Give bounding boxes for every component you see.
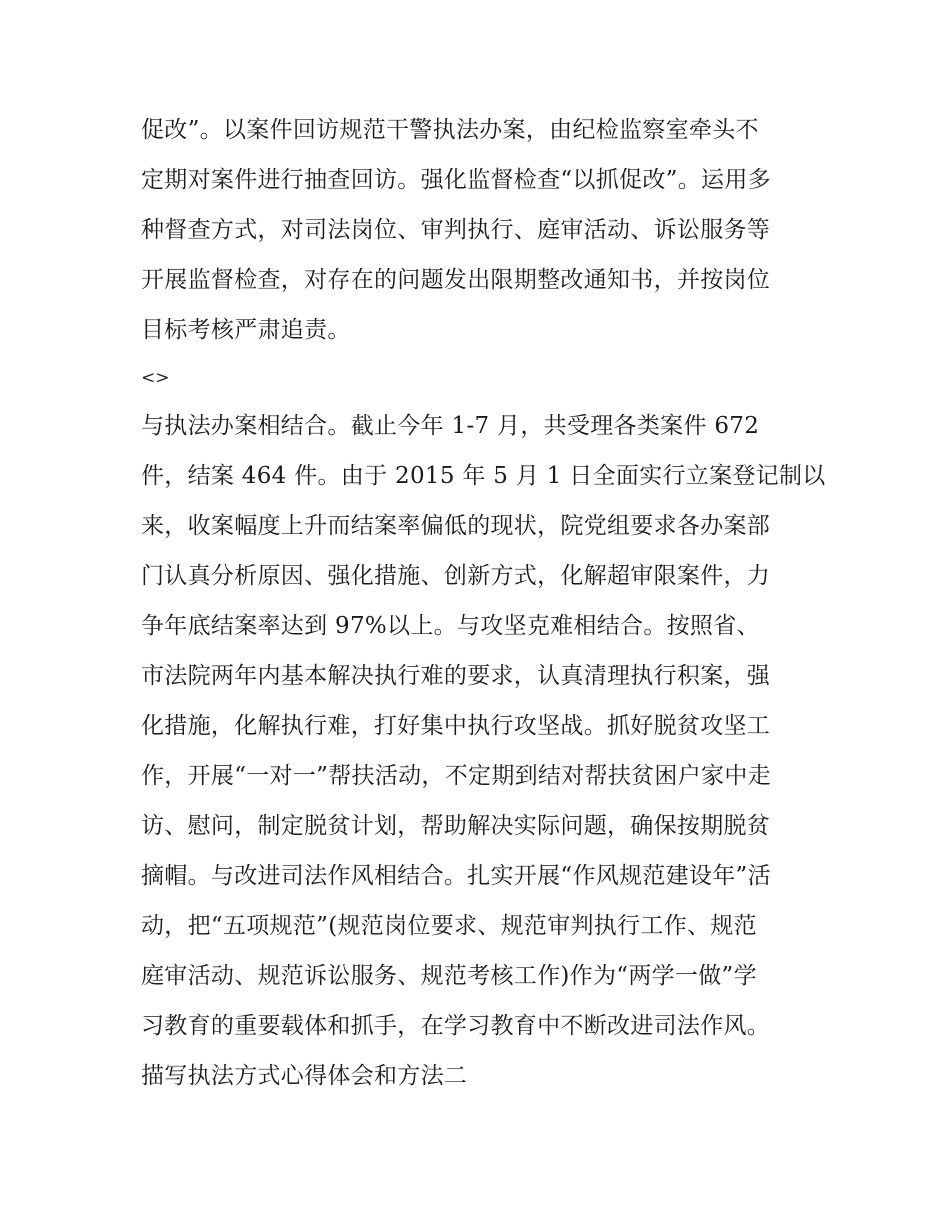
text-line: 动，把“五项规范”(规范岗位要求、规范审判执行工作、规范 (141, 913, 757, 939)
text-line: 市法院两年内基本解决执行难的要求，认真清理执行积案，强 (141, 663, 771, 689)
paragraph-case-handling (141, 401, 826, 1101)
text-line: 摘帽。与改进司法作风相结合。扎实开展“作风规范建设年”活 (141, 863, 771, 889)
text-line: 作，开展“一对一”帮扶活动，不定期到结对帮扶贫困户家中走 (141, 763, 771, 789)
text-line: 庭审活动、规范诉讼服务、规范考核工作)作为“两学一做”学 (141, 963, 757, 989)
section-heading: 描写执法方式心得体会和方法二 (141, 1063, 468, 1089)
text-line: 开展监督检查，对存在的问题发出限期整改通知书，并按岗位 (141, 267, 771, 293)
text-line: 化措施，化解执行难，打好集中执行攻坚战。抓好脱贫攻坚工 (141, 713, 771, 739)
text-line: 件，结案 464 件。由于 2015 年 5 月 1 日全面实行立案登记制以 (141, 463, 826, 489)
text-line: 门认真分析原因、强化措施、创新方式，化解超审限案件，力 (141, 563, 771, 589)
text-line: 习教育的重要载体和抓手，在学习教育中不断改进司法作风。 (141, 1013, 771, 1039)
paragraph-supervision (141, 105, 821, 355)
text-line: 与执法办案相结合。截止今年 1-7 月，共受理各类案件 672 (141, 413, 760, 439)
text-line: 争年底结案率达到 97%以上。与攻坚克难相结合。按照省、 (141, 613, 760, 639)
text-line: 访、慰问，制定脱贫计划，帮助解决实际问题，确保按期脱贫 (141, 813, 771, 839)
text-line: 目标考核严肃追责。 (141, 317, 351, 343)
text-line: 种督查方式，对司法岗位、审判执行、庭审活动、诉讼服务等 (141, 217, 771, 243)
text-line: 定期对案件进行抽查回访。强化监督检查“以抓促改”。运用多 (141, 167, 771, 193)
text-line: 来，收案幅度上升而结案率偏低的现状，院党组要求各办案部 (141, 513, 771, 539)
text-line: 促改”。以案件回访规范干警执法办案，由纪检监察室牵头不 (141, 117, 759, 143)
section-marker: <> (141, 368, 170, 388)
